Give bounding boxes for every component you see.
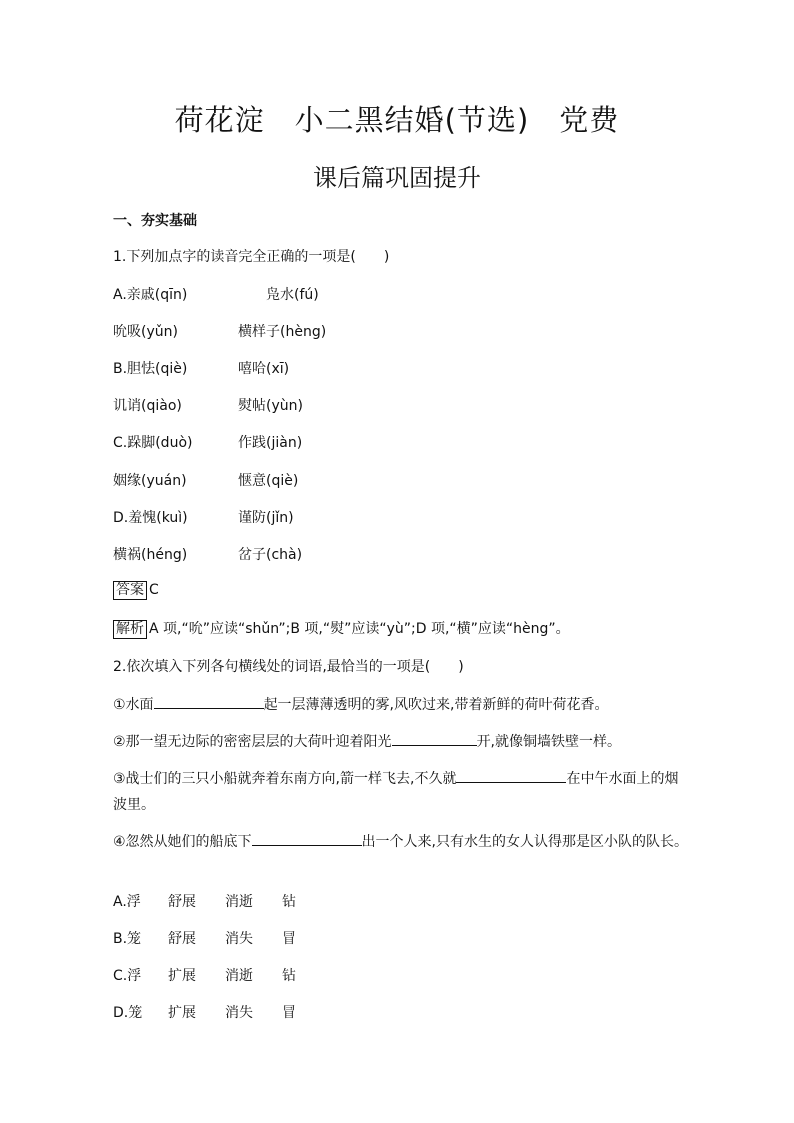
answer-tag: 答案 [113,581,147,600]
q2-sentence-2 [113,731,621,751]
option-word-2: 消失 [225,931,253,947]
option-word-2: 消逝 [225,968,253,984]
q1-row-3-a: B.胆怯(qiè) [113,361,188,377]
q1-row-2-b: 横样子(hèng) [238,324,327,340]
q2-blank-4 [252,831,362,846]
option-letter: A.浮 [113,894,141,910]
q2-s3-post: 在中午水面上的烟 [566,771,679,787]
q2-blank-3 [456,768,566,783]
q1-row-7-a: D.羞愧(kuì) [113,510,188,526]
q1-row-6-b: 惬意(qiè) [238,473,299,489]
answer-value: C [149,582,159,598]
q2-sentence-4 [113,831,688,851]
analysis-text: A 项,“吮”应读“shǔn”;B 项,“熨”应读“yù”;D 项,“横”应读“hèng”。 [149,621,570,637]
question-2-stem: 2.依次填入下列各句横线处的词语,最恰当的一项是( ) [113,659,464,675]
q1-row-6-a: 姻缘(yuán) [113,473,187,489]
section-heading: 一、夯实基础 [113,213,197,229]
analysis-tag: 解析 [113,620,147,639]
q2-blank-2 [392,731,477,746]
q2-s1-post: 起一层薄薄透明的雾,风吹过来,带着新鲜的荷叶荷花香。 [263,697,609,713]
q2-sentence-3-cont: 波里。 [113,797,155,813]
q1-row-4-b: 熨帖(yùn) [238,398,303,414]
q1-answer [113,581,159,600]
q2-s2-pre: ②那一望无边际的密密层层的大荷叶迎着阳光 [113,734,392,750]
option-word-1: 舒展 [168,894,196,910]
q2-option-b [113,928,296,948]
q1-row-3-b: 嘻哈(xī) [238,361,290,377]
q2-s1-pre: ①水面 [113,697,154,713]
option-word-3: 钻 [282,968,296,984]
page-subtitle: 课后篇巩固提升 [313,164,481,192]
q1-row-1-b: 凫水(fú) [266,287,319,303]
q2-option-a [113,891,296,911]
option-word-1: 扩展 [168,1005,196,1021]
q2-option-d [113,1002,296,1022]
q1-row-7-b: 谨防(jǐn) [238,510,294,526]
option-word-1: 扩展 [168,968,196,984]
q1-row-4-a: 讥诮(qiào) [113,398,182,414]
q2-s3-pre: ③战士们的三只小船就奔着东南方向,箭一样飞去,不久就 [113,771,457,787]
option-word-1: 舒展 [168,931,196,947]
q1-row-2-a: 吮吸(yǔn) [113,324,178,340]
option-word-2: 消逝 [225,894,253,910]
q1-row-8-a: 横祸(héng) [113,547,188,563]
q1-row-8-b: 岔子(chà) [238,547,303,563]
q1-analysis [113,618,570,639]
q1-row-1-a: A.亲戚(qīn) [113,287,188,303]
option-letter: C.浮 [113,968,142,984]
q2-sentence-1 [113,694,608,714]
question-1-stem: 1.下列加点字的读音完全正确的一项是( ) [113,249,390,265]
option-letter: D.笼 [113,1005,143,1021]
option-word-3: 冒 [282,931,296,947]
page-title: 荷花淀 小二黑结婚(节选) 党费 [174,103,620,137]
q2-option-c [113,965,296,985]
option-letter: B.笼 [113,931,142,947]
q2-blank-1 [154,694,264,709]
q2-sentence-3 [113,768,678,788]
option-word-2: 消失 [225,1005,253,1021]
option-word-3: 冒 [282,1005,296,1021]
q2-s4-pre: ④忽然从她们的船底下 [113,834,252,850]
q1-row-5-a: C.跺脚(duò) [113,435,193,451]
q2-s4-post: 出一个人来,只有水生的女人认得那是区小队的队长。 [361,834,689,850]
q2-s2-post: 开,就像铜墙铁壁一样。 [476,734,622,750]
option-word-3: 钻 [282,894,296,910]
q1-row-5-b: 作践(jiàn) [238,435,303,451]
